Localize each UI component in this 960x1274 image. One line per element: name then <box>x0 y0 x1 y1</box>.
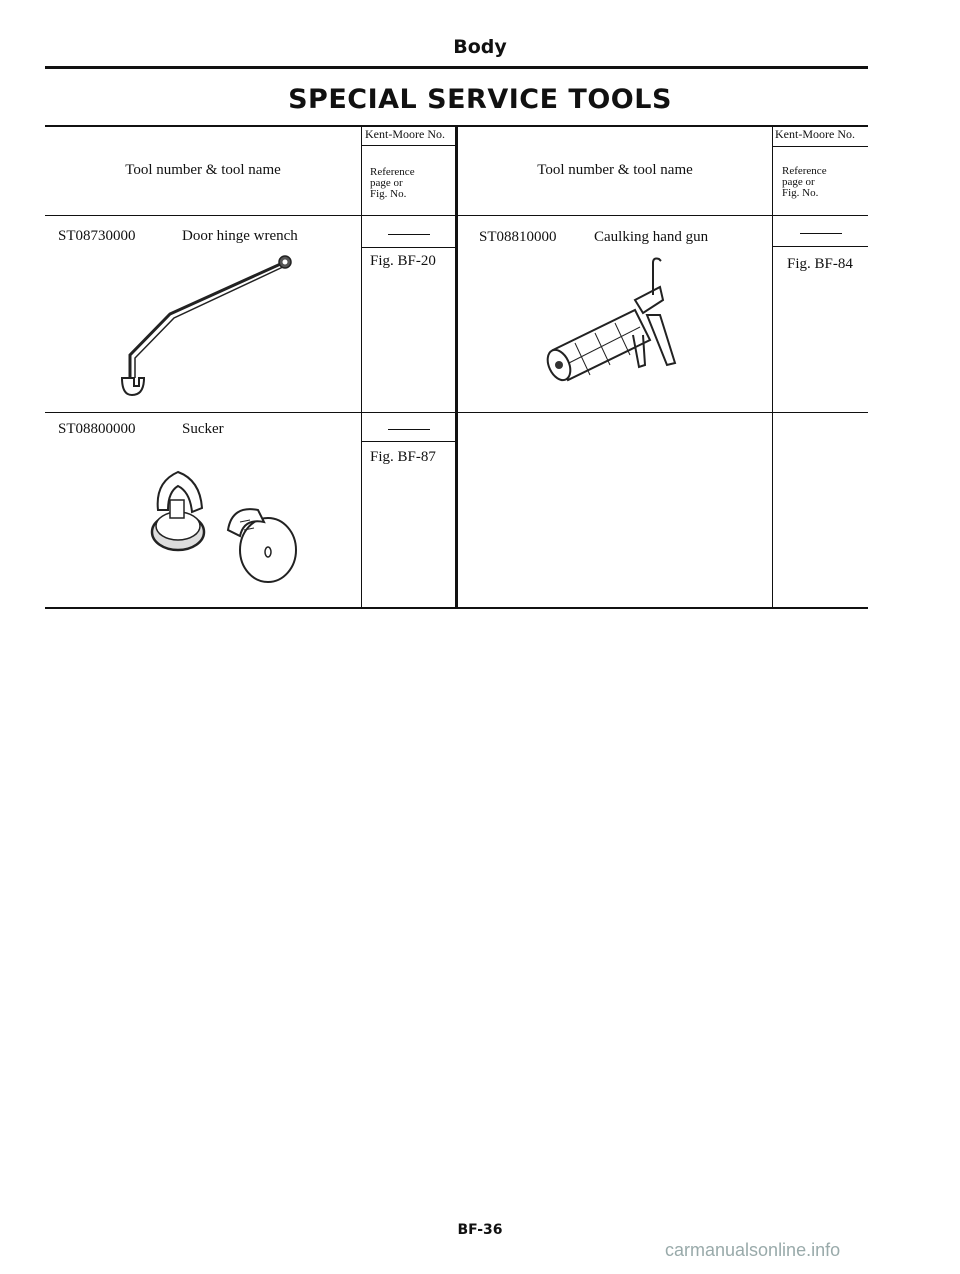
kent-moore-none <box>800 233 842 234</box>
kent-moore-none <box>388 234 430 235</box>
reference-fig: Fig. BF-87 <box>370 449 436 465</box>
door-hinge-wrench-illustration <box>110 250 300 400</box>
tool-number: ST08800000 <box>58 421 136 437</box>
sucker-illustration <box>140 460 320 590</box>
page-title: SPECIAL SERVICE TOOLS <box>288 84 672 115</box>
column-divider <box>361 125 362 608</box>
reference-header-line: Fig. No. <box>782 187 819 199</box>
tool-number: ST08810000 <box>479 229 557 245</box>
kent-moore-row-rule <box>361 247 456 248</box>
reference-header <box>370 167 415 200</box>
tool-column-header: Tool number & tool name <box>537 162 693 178</box>
kent-moore-none <box>388 429 430 430</box>
kent-moore-header: Kent-Moore No. <box>775 127 855 141</box>
center-divider <box>455 125 458 608</box>
tool-column-header: Tool number & tool name <box>125 162 281 178</box>
section-title: Body <box>453 36 507 58</box>
reference-header-line: Fig. No. <box>370 188 407 200</box>
reference-fig: Fig. BF-20 <box>370 253 436 269</box>
column-divider <box>772 125 773 608</box>
kent-moore-header: Kent-Moore No. <box>365 127 445 141</box>
header-rule <box>45 66 868 69</box>
tool-name: Caulking hand gun <box>594 229 709 245</box>
tool-name: Door hinge wrench <box>182 228 298 244</box>
reference-fig: Fig. BF-84 <box>787 256 853 272</box>
reference-header <box>782 166 827 199</box>
caulking-gun-illustration <box>535 255 695 395</box>
page-number: BF-36 <box>457 1222 503 1238</box>
kent-moore-row-rule <box>361 441 456 442</box>
watermark: carmanualsonline.info <box>665 1240 841 1260</box>
kent-moore-rule <box>361 145 456 146</box>
reference-header-line: page or <box>370 177 403 189</box>
tool-number: ST08730000 <box>58 228 136 244</box>
reference-header-line: page or <box>782 176 815 188</box>
reference-header-line: Reference <box>370 166 415 178</box>
kent-moore-row-rule <box>772 246 868 247</box>
reference-header-line: Reference <box>782 165 827 177</box>
kent-moore-rule <box>772 146 868 147</box>
tool-name: Sucker <box>182 421 224 437</box>
